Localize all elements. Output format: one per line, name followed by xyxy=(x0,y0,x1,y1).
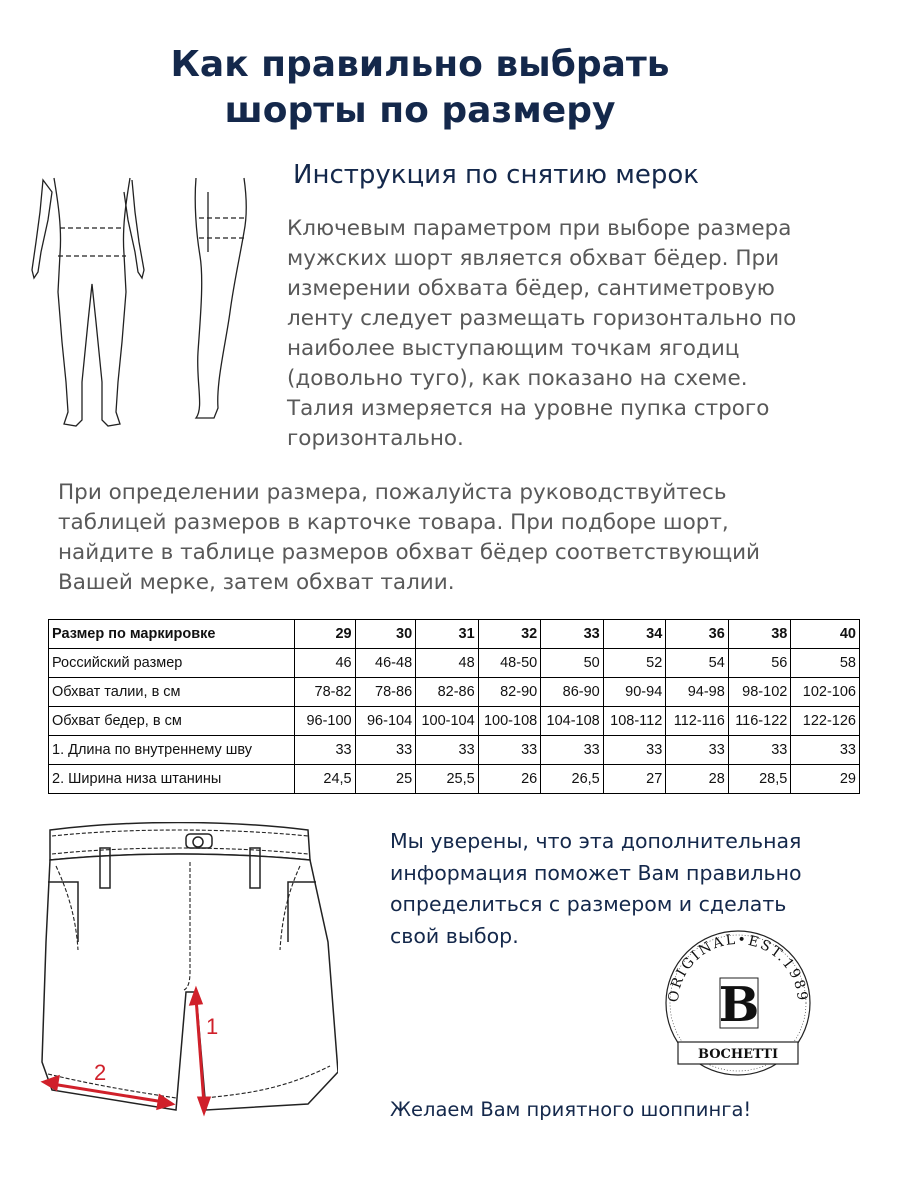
table-cell: 78-86 xyxy=(355,678,416,707)
table-cell: 90-94 xyxy=(603,678,666,707)
size-table-header-cell: 30 xyxy=(355,620,416,649)
hem-width-marker-label: 2 xyxy=(94,1060,107,1085)
table-row-label: Обхват талии, в см xyxy=(49,678,295,707)
closing-message: Мы уверены, что эта дополнительная информация поможет Вам правильно определиться с размером и сделать свой выбор. xyxy=(390,829,802,948)
table-row xyxy=(49,678,860,707)
table-cell: 33 xyxy=(728,736,791,765)
table-cell: 24,5 xyxy=(295,765,356,794)
table-cell: 26 xyxy=(478,765,541,794)
table-cell: 96-100 xyxy=(295,707,356,736)
table-cell: 52 xyxy=(603,649,666,678)
logo-letter: B xyxy=(718,977,760,1033)
table-cell: 104-108 xyxy=(541,707,604,736)
table-cell: 33 xyxy=(355,736,416,765)
table-cell: 96-104 xyxy=(355,707,416,736)
table-cell: 48 xyxy=(416,649,479,678)
table-cell: 94-98 xyxy=(666,678,729,707)
size-table-header-row xyxy=(49,620,860,649)
page-title xyxy=(0,42,840,134)
table-cell: 102-106 xyxy=(791,678,860,707)
table-cell: 29 xyxy=(791,765,860,794)
size-table-header-cell: 36 xyxy=(666,620,729,649)
guidance-paragraph: При определении размера, пожалуйста руководствуйтесь таблицей размеров в карточке товара. При подборе шорт, найдите в таблице размеров обхват бёдер соответствующий Вашей мерке, затем обхват талии. xyxy=(58,480,761,595)
size-table-header-cell: 40 xyxy=(791,620,860,649)
table-cell: 100-108 xyxy=(478,707,541,736)
table-cell: 54 xyxy=(666,649,729,678)
table-cell: 116-122 xyxy=(728,707,791,736)
shorts-diagram xyxy=(38,822,338,1122)
table-cell: 48-50 xyxy=(478,649,541,678)
table-row-label: 1. Длина по внутреннему шву xyxy=(49,736,295,765)
table-cell: 33 xyxy=(541,736,604,765)
size-table-header-cell: 38 xyxy=(728,620,791,649)
table-cell: 28,5 xyxy=(728,765,791,794)
table-cell: 100-104 xyxy=(416,707,479,736)
inseam-marker-label: 1 xyxy=(206,1014,219,1039)
table-cell: 33 xyxy=(478,736,541,765)
table-cell: 33 xyxy=(791,736,860,765)
logo-arc-text: ORIGINAL•EST.1989 xyxy=(665,931,811,1004)
table-cell: 33 xyxy=(666,736,729,765)
size-table xyxy=(48,619,860,794)
instructions-paragraph: Ключевым параметром при выборе размера мужских шорт является обхват бёдер. При измерении обхвата бёдер, сантиметровую ленту следует размещать горизонтально по наиболее выступающим точкам ягодиц (довольно туго), как показано на схеме. Талия измеряется на уровне пупка строго горизонтально. xyxy=(287,216,797,451)
table-row-label: Российский размер xyxy=(49,649,295,678)
table-cell: 26,5 xyxy=(541,765,604,794)
table-row-label: Обхват бедер, в см xyxy=(49,707,295,736)
table-row-label: 2. Ширина низа штанины xyxy=(49,765,295,794)
logo-brand-name: BOCHETTI xyxy=(697,1047,779,1062)
table-cell: 78-82 xyxy=(295,678,356,707)
instructions-heading: Инструкция по снятию мерок xyxy=(293,160,700,190)
table-cell: 122-126 xyxy=(791,707,860,736)
table-row xyxy=(49,736,860,765)
table-cell: 46 xyxy=(295,649,356,678)
table-cell: 33 xyxy=(416,736,479,765)
size-table-header-cell: 29 xyxy=(295,620,356,649)
size-table-header-cell: 34 xyxy=(603,620,666,649)
table-cell: 56 xyxy=(728,649,791,678)
table-cell: 28 xyxy=(666,765,729,794)
table-cell: 33 xyxy=(295,736,356,765)
table-row xyxy=(49,649,860,678)
size-table-header-label: Размер по маркировке xyxy=(49,620,295,649)
table-row xyxy=(49,765,860,794)
table-cell: 108-112 xyxy=(603,707,666,736)
size-table-header-cell: 32 xyxy=(478,620,541,649)
table-cell: 98-102 xyxy=(728,678,791,707)
table-cell: 25,5 xyxy=(416,765,479,794)
table-row xyxy=(49,707,860,736)
page-title-line-1: Как правильно выбрать xyxy=(170,44,670,85)
table-cell: 112-116 xyxy=(666,707,729,736)
table-cell: 82-90 xyxy=(478,678,541,707)
table-cell: 46-48 xyxy=(355,649,416,678)
size-table-header-cell: 31 xyxy=(416,620,479,649)
table-cell: 33 xyxy=(603,736,666,765)
table-cell: 27 xyxy=(603,765,666,794)
table-cell: 86-90 xyxy=(541,678,604,707)
table-cell: 50 xyxy=(541,649,604,678)
page-title-line-2: шорты по размеру xyxy=(224,90,616,131)
body-measurement-figure xyxy=(18,172,263,442)
size-table-header-cell: 33 xyxy=(541,620,604,649)
table-cell: 82-86 xyxy=(416,678,479,707)
table-cell: 25 xyxy=(355,765,416,794)
bochetti-logo-icon xyxy=(663,928,813,1078)
table-cell: 58 xyxy=(791,649,860,678)
farewell-message: Желаем Вам приятного шоппинга! xyxy=(390,1098,752,1121)
